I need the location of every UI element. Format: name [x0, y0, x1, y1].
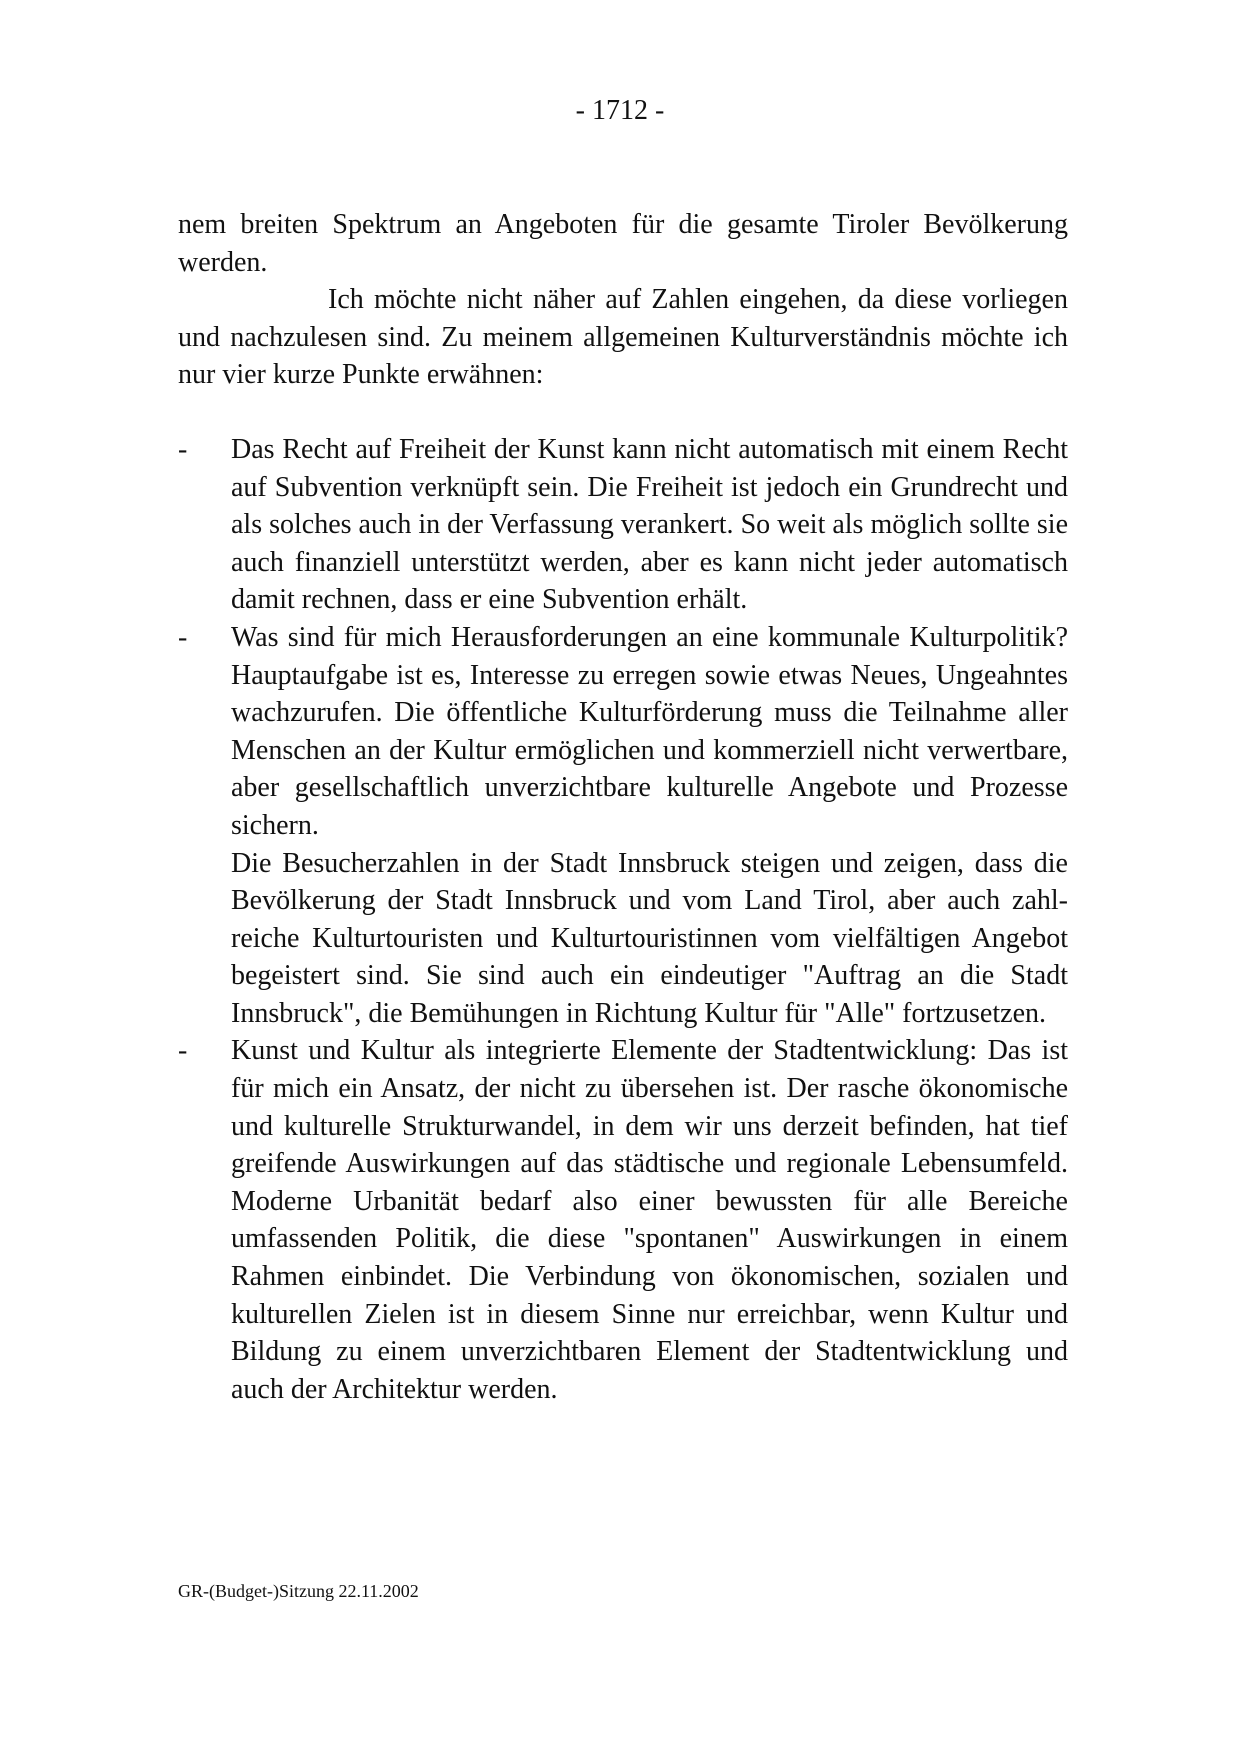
- page-number: - 1712 -: [575, 95, 665, 126]
- bullet-dash: -: [178, 1035, 188, 1067]
- document-body: [178, 206, 1068, 1408]
- bullet-paragraph: Kunst und Kultur als integrierte Elemente der Stadtentwicklung: Das ist für mich ein Ansatz, der nicht zu übersehen ist. Der rasche ökonomische und kulturelle Strukturwandel, in dem wir uns derzeit befinden, hat tief greifende Auswirkungen auf das städtische und regionale Lebensumfeld. Moderne Urbanität bedarf also einer bewussten für alle Bereiche umfassenden Politik, die diese "spontanen" Auswirkungen in einem Rahmen einbindet. Die Verbindung von ökonomischen, sozialen und kulturellen Zielen ist in diesem Sinne nur erreichbar, wenn Kultur und Bildung zu einem unverzichtbaren Element der Stadtentwicklung und auch der Architektur werden.: [231, 1035, 1068, 1405]
- intro-paragraph: nem breiten Spektrum an Angeboten für die gesamte Tiroler Bevölkerung werden.: [178, 209, 1068, 278]
- bullet-paragraph: Was sind für mich Herausforderungen an eine kommunale Kulturpolitik? Hauptaufgabe ist es, Interesse zu erregen sowie etwas Neues, Ungeahntes wachzurufen. Die öffentliche Kulturförderung muss die Teilnahme aller Menschen an der Kultur ermöglichen und kommerziell nicht verwertbare, aber gesellschaftlich unverzichtbare kulturelle Angebote und Prozesse sichern.: [231, 621, 1068, 841]
- bullet-dash: -: [178, 433, 188, 465]
- second-paragraph: Ich möchte nicht näher auf Zahlen eingehen, da diese vorliegen und nachzulesen sind. Zu meinem allgemeinen Kulturverständnis möchte ich nur vier kurze Punkte erwähnen:: [178, 284, 1068, 391]
- bullet-dash: -: [178, 621, 188, 653]
- bullet-item: [178, 431, 1068, 619]
- bullet-list: [178, 431, 1068, 1408]
- bullet-item: [178, 619, 1068, 1033]
- bullet-paragraph: Die Besucherzahlen in der Stadt Innsbruck steigen und zeigen, dass die Bevölkerung der Stadt Innsbruck und vom Land Tirol, aber auch zahlreiche Kulturtouristen und Kulturtouristinnen vom vielfältigen Angebot begeistert sind. Sie sind auch ein eindeutiger "Auftrag an die Stadt Innsbruck", die Bemühungen in Richtung Kultur für "Alle" fortzusetzen.: [231, 847, 1068, 1029]
- bullet-paragraph: Das Recht auf Freiheit der Kunst kann nicht automatisch mit einem Recht auf Subvention verknüpft sein. Die Freiheit ist jedoch ein Grundrecht und als solches auch in der Verfassung verankert. So weit als möglich sollte sie auch finanziell unterstützt werden, aber es kann nicht jeder automatisch damit rechnen, dass er eine Subvention erhält.: [231, 433, 1068, 616]
- bullet-item: [178, 1032, 1068, 1408]
- footer-session-label: GR-(Budget-)Sitzung 22.11.2002: [178, 1581, 419, 1601]
